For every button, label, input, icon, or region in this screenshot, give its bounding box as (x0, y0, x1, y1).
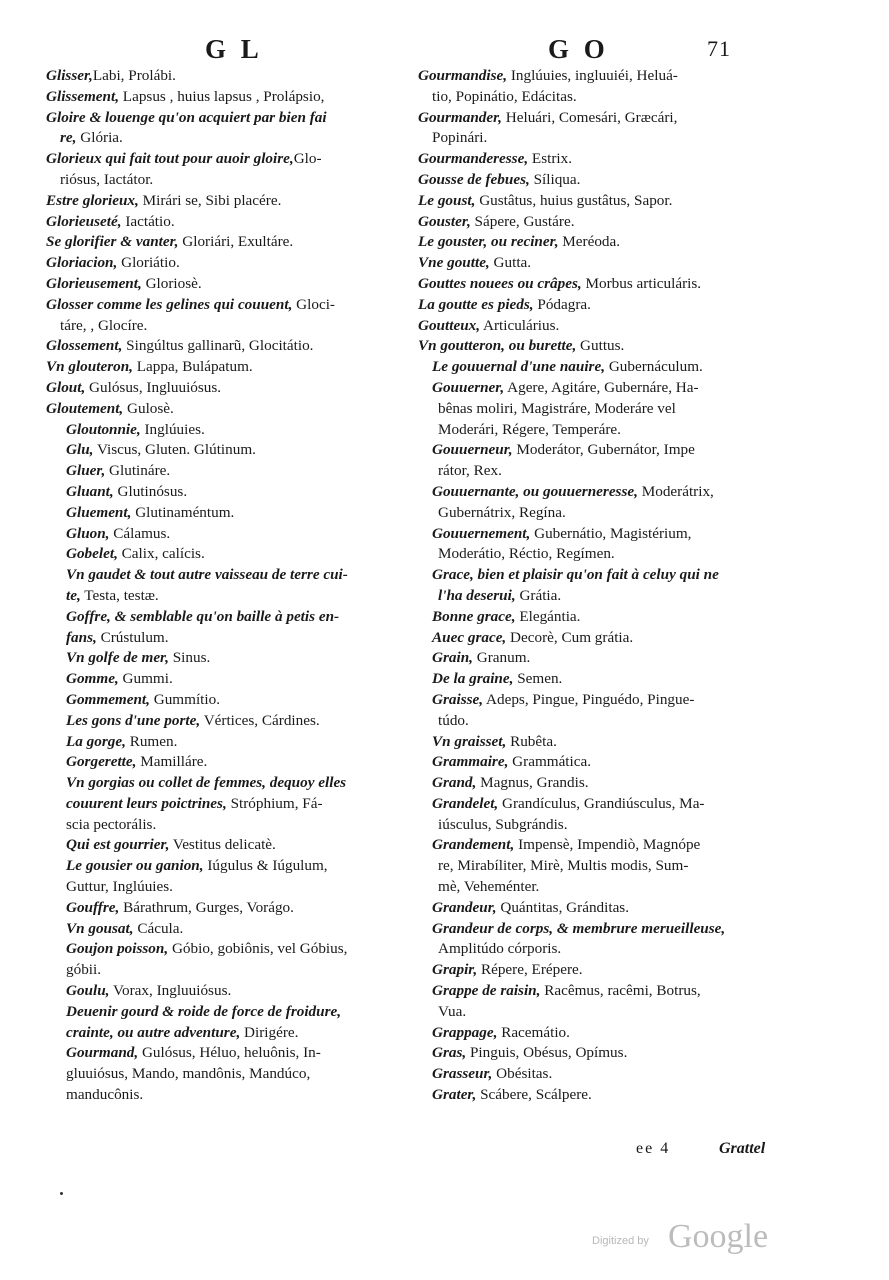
headword: Gouttes nouees ou crâpes, (418, 274, 582, 292)
latin-definition: Gloriosè. (141, 274, 202, 292)
headword: Gras, (432, 1044, 467, 1062)
entry-line (418, 877, 786, 898)
latin-definition: túdo. (438, 711, 469, 729)
headword: Gourmandise, (418, 67, 508, 84)
entry-line (418, 981, 786, 1002)
entry-line (46, 607, 416, 628)
latin-definition: Iúgulus & Iúgulum, (203, 857, 328, 875)
latin-definition: Amplitúdo córporis. (438, 940, 562, 958)
latin-definition: Magnus, Grandis. (476, 774, 589, 792)
latin-definition: Pódagra. (533, 295, 591, 313)
latin-definition: Inglúuies, ingluuiéi, Heluá- (507, 67, 678, 84)
entry-line (46, 939, 416, 960)
headword: Gluon, (66, 524, 110, 542)
headword: Grandelet, (432, 794, 499, 812)
entry-line (418, 898, 786, 919)
headword: Gourmanderesse, (418, 150, 529, 168)
latin-definition: Gustâtus, huius gustâtus, Sapor. (475, 191, 673, 209)
headword: Goutteux, (418, 316, 481, 334)
latin-definition: Rumen. (125, 732, 178, 750)
entry-line (46, 357, 416, 378)
entry-line (418, 378, 786, 399)
latin-definition: Adeps, Pingue, Pinguédo, Pingue- (483, 690, 695, 708)
latin-definition: Moderátrix, (637, 482, 714, 500)
entry-line (418, 336, 786, 357)
headword: te, (66, 586, 81, 604)
latin-definition: Singúltus gallinarũ, Glocitátio. (122, 337, 314, 355)
entry-line (418, 253, 786, 274)
running-head (0, 34, 889, 70)
headword: crainte, ou autre adventure, (66, 1023, 241, 1041)
headword: La goutte es pieds, (418, 295, 534, 313)
headword: Grammaire, (432, 753, 509, 771)
entry-line (46, 212, 416, 233)
entry-line (418, 420, 786, 441)
latin-definition: Moderári, Régere, Temperáre. (438, 420, 621, 438)
google-logo: Google (668, 1218, 769, 1255)
entry-line (46, 503, 416, 524)
latin-definition: Articulárius. (480, 316, 560, 334)
headword: Gloriacion, (46, 254, 118, 272)
entry-line (46, 877, 416, 898)
entry-line (46, 544, 416, 565)
entry-line (418, 274, 786, 295)
headword: Gouffre, (66, 898, 120, 916)
headword: De la graine, (432, 670, 514, 688)
entry-line (46, 732, 416, 753)
headword: Le gouster, ou reciner, (418, 233, 559, 251)
headword: Gomme, (66, 670, 119, 688)
headword: Gouuernement, (432, 524, 531, 542)
entry-line (418, 149, 786, 170)
entry-line (46, 835, 416, 856)
headword: Gluer, (66, 462, 106, 480)
entry-line (46, 1064, 416, 1085)
entry-line (46, 1023, 416, 1044)
headword: Grace, bien et plaisir qu'on fait à celuy qui ne (432, 566, 719, 584)
latin-definition: Labi, Prolábi. (92, 67, 176, 84)
catchword: Grattel (719, 1140, 766, 1157)
entry-line (46, 108, 416, 129)
entry-line (418, 544, 786, 565)
headword: Gommement, (66, 690, 150, 708)
latin-definition: mè, Veheménter. (438, 878, 540, 896)
headword: Vn gaudet & tout autre vaisseau de terre cui- (66, 566, 348, 584)
latin-definition: Glutinósus. (113, 482, 188, 500)
entry-line (46, 1002, 416, 1023)
latin-definition: Gulosè. (123, 399, 174, 417)
entry-line (418, 773, 786, 794)
entry-line (418, 835, 786, 856)
headword: Goffre, & semblable qu'on baille à petis en- (66, 607, 340, 625)
entry-line (46, 128, 416, 149)
entry-line (46, 274, 416, 295)
entry-line (418, 232, 786, 253)
headword: Glissement, (46, 87, 119, 105)
entry-line (418, 565, 786, 586)
entry-line (46, 669, 416, 690)
headword: Vn glouteron, (46, 358, 133, 376)
latin-definition: Cálamus. (109, 524, 171, 542)
latin-definition: Gulósus, Ingluuiósus. (85, 378, 222, 396)
latin-definition: Mirári se, Sibi placére. (138, 191, 282, 209)
headword: Glisser, (46, 67, 93, 84)
latin-definition: Testa, testæ. (80, 586, 159, 604)
entry-line (46, 1043, 416, 1064)
entry-line (418, 108, 786, 129)
latin-definition: gluuiósus, Mando, mandônis, Mandúco, (66, 1065, 311, 1083)
headword: Glosser comme les gelines qui couuent, (46, 295, 293, 313)
headword: Gluement, (66, 503, 132, 521)
latin-definition: Gutta. (489, 254, 532, 272)
entry-line (46, 253, 416, 274)
entry-line (418, 919, 786, 940)
entry-line (46, 711, 416, 732)
headword: Glossement, (46, 337, 123, 355)
latin-definition: Vua. (438, 1002, 467, 1020)
entry-line (418, 669, 786, 690)
headword: Glorieux qui fait tout pour auoir gloire, (46, 150, 294, 168)
right-letters: G O (548, 34, 609, 64)
entry-line (418, 66, 786, 87)
headword: Gorgerette, (66, 753, 137, 771)
headword: Gloutonnie, (66, 420, 141, 438)
entry-line (418, 690, 786, 711)
latin-definition: Grandículus, Grandiúsculus, Ma- (498, 794, 705, 812)
latin-definition: Dirigére. (240, 1023, 299, 1041)
headword: Glorieusement, (46, 274, 142, 292)
latin-definition: scia pectorális. (66, 815, 157, 833)
headword: Glout, (46, 378, 86, 396)
latin-definition: Racêmus, racêmi, Botrus, (540, 982, 701, 1000)
entry-line (418, 732, 786, 753)
headword: Bonne grace, (432, 607, 516, 625)
latin-definition: Gloriári, Exultáre. (178, 233, 294, 251)
entry-line (418, 1023, 786, 1044)
latin-definition: táre, , Glocíre. (60, 316, 148, 334)
latin-definition: Gummi. (118, 670, 173, 688)
entry-line (46, 524, 416, 545)
left-letters: G L (205, 34, 263, 64)
latin-definition: rátor, Rex. (438, 462, 502, 480)
latin-definition: Impensè, Impendiò, Magnópe (514, 836, 701, 854)
latin-definition: Lappa, Bulápatum. (132, 358, 253, 376)
headword: Gourmand, (66, 1044, 139, 1062)
page-footer (0, 1140, 889, 1164)
latin-definition: bênas moliri, Magistráre, Moderáre vel (438, 399, 676, 417)
entry-line (418, 648, 786, 669)
entry-line (418, 212, 786, 233)
headword: Grandeur de corps, & membrure merueilleuse, (432, 919, 726, 937)
latin-definition: Moderátor, Gubernátor, Impe (512, 441, 695, 459)
entry-line (418, 939, 786, 960)
latin-definition: Glutináre. (105, 462, 171, 480)
latin-definition: Heluári, Comesári, Græcári, (501, 108, 678, 126)
latin-definition: Rubêta. (506, 732, 557, 750)
latin-definition: Viscus, Gluten. Glútinum. (93, 441, 256, 459)
latin-definition: Répere, Erépere. (477, 961, 583, 979)
headword: couurent leurs poictrines, (66, 794, 227, 812)
entry-line (46, 856, 416, 877)
headword: re, (60, 129, 77, 147)
latin-definition: Vestitus delicatè. (169, 836, 276, 854)
watermark-caption: Digitized by (592, 1235, 649, 1247)
entry-line (46, 420, 416, 441)
entry-line (418, 128, 786, 149)
entry-line (418, 752, 786, 773)
entry-line (418, 503, 786, 524)
latin-definition: Inglúuies. (140, 420, 205, 438)
headword: Vn goutteron, ou burette, (418, 337, 577, 355)
headword: Gourmander, (418, 108, 502, 126)
latin-definition: Morbus articuláris. (581, 274, 702, 292)
latin-definition: Scábere, Scálpere. (476, 1086, 592, 1104)
latin-definition: Guttur, Inglúuies. (66, 878, 173, 896)
latin-definition: riósus, Iactátor. (60, 170, 154, 188)
entry-line (46, 66, 416, 87)
headword: Glorieuseté, (46, 212, 122, 230)
right-column (418, 66, 786, 1106)
latin-definition: Moderátio, Réctio, Regímen. (438, 545, 615, 563)
latin-definition: Gummítio. (149, 690, 220, 708)
latin-definition: Vorax, Ingluuiósus. (109, 982, 232, 1000)
latin-definition: Glória. (76, 129, 123, 147)
headword: Gouuerner, (432, 378, 505, 396)
entry-line (46, 295, 416, 316)
entry-line (418, 316, 786, 337)
latin-definition: Góbio, gobiônis, vel Góbius, (168, 940, 348, 958)
headword: Deuenir gourd & roide de force de froidure, (66, 1002, 342, 1020)
entry-line (418, 87, 786, 108)
entry-line (46, 482, 416, 503)
latin-definition: Decorè, Cum grátia. (506, 628, 634, 646)
entry-line (46, 919, 416, 940)
headword: Vn golfe de mer, (66, 649, 169, 667)
entry-line (46, 981, 416, 1002)
entry-line (418, 815, 786, 836)
entry-line (418, 794, 786, 815)
latin-definition: Síliqua. (529, 170, 581, 188)
entry-line (46, 794, 416, 815)
headword: Vne goutte, (418, 254, 490, 272)
latin-definition: Gloci- (292, 295, 335, 313)
latin-definition: iúsculus, Subgrándis. (438, 815, 568, 833)
headword: Estre glorieux, (46, 191, 139, 209)
entry-line (46, 191, 416, 212)
entry-line (46, 440, 416, 461)
headword: Auec grace, (432, 628, 507, 646)
headword: Grapir, (432, 961, 478, 979)
latin-definition: Granum. (472, 649, 531, 667)
latin-definition: Popinári. (432, 129, 488, 147)
entry-line (46, 898, 416, 919)
entry-line (46, 232, 416, 253)
signature-mark: ee 4 (636, 1140, 671, 1157)
headword: Grappage, (432, 1023, 498, 1041)
headword: Grandement, (432, 836, 515, 854)
headword: Goulu, (66, 982, 110, 1000)
latin-definition: Guttus. (576, 337, 625, 355)
headword: Grain, (432, 649, 473, 667)
latin-definition: Agere, Agitáre, Gubernáre, Ha- (504, 378, 699, 396)
entry-line (46, 461, 416, 482)
entry-line (418, 524, 786, 545)
latin-definition: Glo- (293, 150, 322, 168)
latin-definition: Mamilláre. (136, 753, 208, 771)
latin-definition: Sápere, Gustáre. (470, 212, 575, 230)
headword: fans, (66, 628, 97, 646)
entry-line (418, 628, 786, 649)
headword: Le gousier ou ganion, (66, 857, 204, 875)
headword: Vn gorgias ou collet de femmes, dequoy elles (66, 774, 347, 792)
latin-definition: Vértices, Cárdines. (200, 711, 320, 729)
entry-line (46, 170, 416, 191)
latin-definition: re, Mirabíliter, Mirè, Multis modis, Sum- (438, 857, 689, 875)
latin-definition: Gulósus, Héluo, heluônis, In- (138, 1044, 321, 1062)
headword: Grater, (432, 1086, 477, 1104)
headword: Graisse, (432, 690, 484, 708)
latin-definition: Gubernátrix, Regína. (438, 503, 566, 521)
latin-definition: Calix, calícis. (117, 545, 205, 563)
latin-definition: Sinus. (168, 649, 211, 667)
entry-line (46, 960, 416, 981)
entry-line (418, 1064, 786, 1085)
latin-definition: Meréoda. (558, 233, 621, 251)
entry-line (418, 440, 786, 461)
latin-definition: Estrix. (528, 150, 572, 168)
latin-definition: Glutinaméntum. (131, 503, 235, 521)
latin-definition: manducônis. (66, 1086, 144, 1104)
entry-line (46, 773, 416, 794)
latin-definition: Semen. (513, 670, 563, 688)
page-number: 71 (707, 36, 731, 61)
headword: Gouster, (418, 212, 471, 230)
headword: Gobelet, (66, 545, 118, 563)
headword: Vn graisset, (432, 732, 507, 750)
entry-line (46, 648, 416, 669)
entry-line (418, 191, 786, 212)
headword: l'ha deserui, (438, 586, 516, 604)
latin-definition: Gubernátio, Magistérium, (530, 524, 692, 542)
entry-line (46, 316, 416, 337)
entry-line (46, 628, 416, 649)
headword: Grand, (432, 774, 477, 792)
latin-definition: Grátia. (515, 586, 562, 604)
headword: Gluant, (66, 482, 114, 500)
headword: Se glorifier & vanter, (46, 233, 179, 251)
headword: Gloutement, (46, 399, 124, 417)
entry-line (418, 1043, 786, 1064)
entry-line (418, 607, 786, 628)
headword: Glu, (66, 441, 94, 459)
entry-line (418, 357, 786, 378)
entry-line (418, 170, 786, 191)
headword: Le gouuernal d'une nauire, (432, 358, 606, 376)
entry-line (418, 461, 786, 482)
headword: Goujon poisson, (66, 940, 169, 958)
headword: Qui est gourrier, (66, 836, 170, 854)
left-column (46, 66, 416, 1106)
headword: La gorge, (66, 732, 126, 750)
latin-definition: Stróphium, Fá- (226, 794, 323, 812)
entry-line (46, 378, 416, 399)
latin-definition: Quántitas, Gránditas. (496, 898, 630, 916)
entry-line (418, 399, 786, 420)
latin-definition: Gloriátio. (117, 254, 180, 272)
latin-definition: Grammática. (508, 753, 592, 771)
entry-line (46, 399, 416, 420)
headword: Vn gousat, (66, 919, 134, 937)
latin-definition: Pinguis, Obésus, Opímus. (466, 1044, 628, 1062)
latin-definition: tio, Popinátio, Edácitas. (432, 87, 577, 105)
headword: Gouuernante, ou gouuerneresse, (432, 482, 638, 500)
headword: Le goust, (418, 191, 476, 209)
entry-line (46, 149, 416, 170)
latin-definition: Cácula. (133, 919, 184, 937)
entry-line (46, 1085, 416, 1106)
latin-definition: Obésitas. (492, 1065, 553, 1083)
latin-definition: Gubernáculum. (605, 358, 703, 376)
latin-definition: Crústulum. (96, 628, 169, 646)
latin-definition: Lapsus , huius lapsus , Prolápsio, (119, 87, 325, 105)
entry-line (418, 482, 786, 503)
entry-line (46, 336, 416, 357)
ink-speck (60, 1192, 63, 1195)
headword: Grandeur, (432, 898, 497, 916)
latin-definition: góbii. (66, 961, 102, 979)
entry-line (418, 1002, 786, 1023)
entry-line (418, 856, 786, 877)
entry-line (418, 1085, 786, 1106)
latin-definition: Bárathrum, Gurges, Vorágo. (119, 898, 294, 916)
entry-line (418, 960, 786, 981)
entry-line (418, 586, 786, 607)
latin-definition: Racemátio. (497, 1023, 570, 1041)
headword: Grasseur, (432, 1065, 493, 1083)
entry-line (46, 752, 416, 773)
latin-definition: Elegántia. (515, 607, 581, 625)
headword: Grappe de raisin, (432, 982, 541, 1000)
entry-line (46, 87, 416, 108)
headword: Gloire & louenge qu'on acquiert par bien fai (46, 108, 327, 126)
headword: Les gons d'une porte, (66, 711, 201, 729)
headword: Gouuerneur, (432, 441, 513, 459)
entry-line (418, 711, 786, 732)
entry-line (46, 815, 416, 836)
entry-line (46, 690, 416, 711)
entry-line (418, 295, 786, 316)
entry-line (46, 586, 416, 607)
headword: Gousse de febues, (418, 170, 530, 188)
latin-definition: Iactátio. (121, 212, 175, 230)
entry-line (46, 565, 416, 586)
